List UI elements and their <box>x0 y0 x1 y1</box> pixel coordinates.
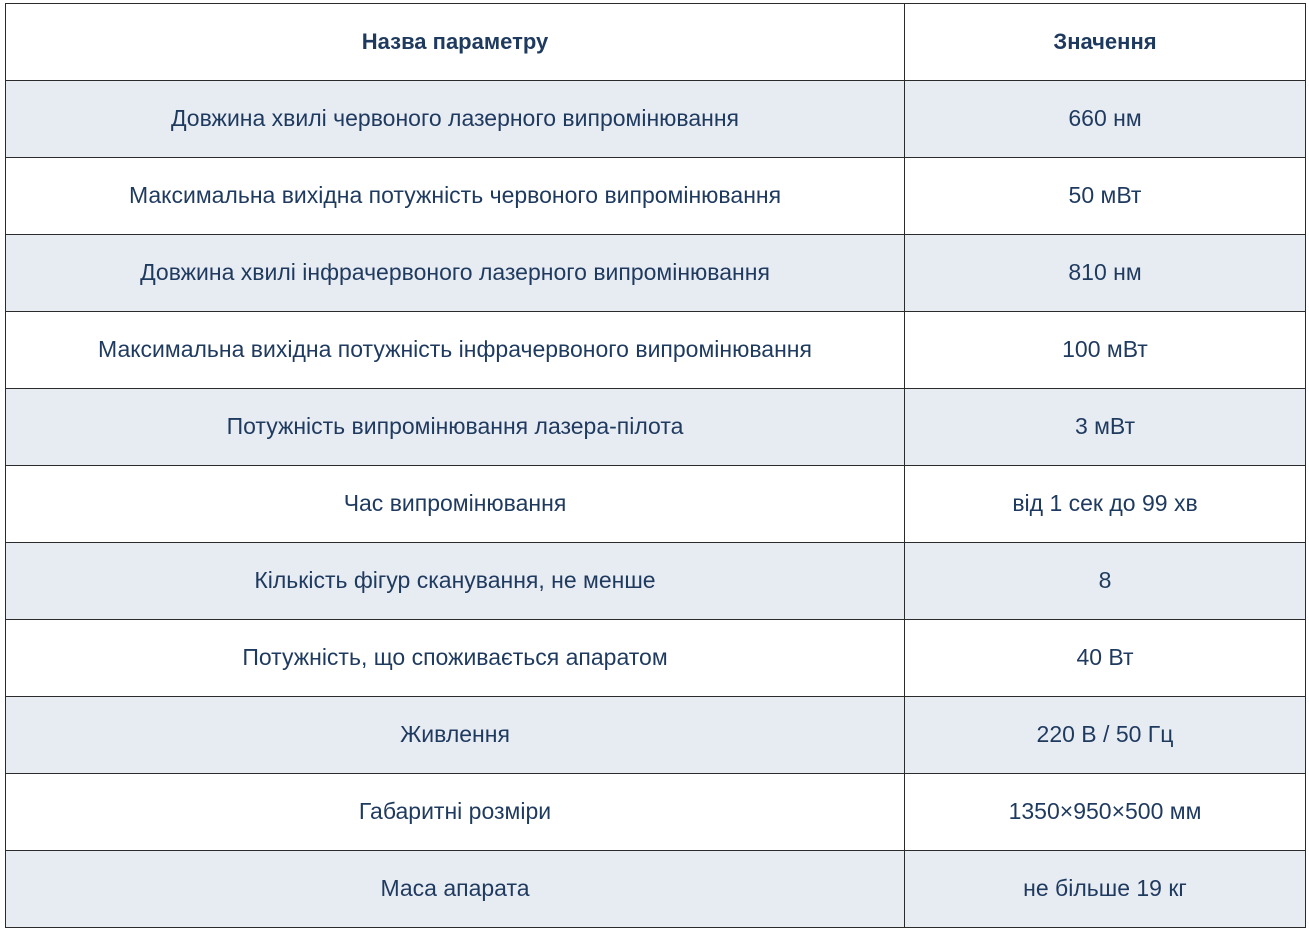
parameter-value: 8 <box>905 543 1306 620</box>
parameter-value: 50 мВт <box>905 158 1306 235</box>
parameter-name: Час випромінювання <box>6 466 905 543</box>
parameter-value: 3 мВт <box>905 389 1306 466</box>
table-row <box>6 312 1306 389</box>
parameter-name: Габаритні розміри <box>6 774 905 851</box>
parameter-name: Потужність випромінювання лазера-пілота <box>6 389 905 466</box>
parameter-value: 660 нм <box>905 81 1306 158</box>
parameter-name: Маса апарата <box>6 851 905 928</box>
table-row <box>6 697 1306 774</box>
parameter-value: 810 нм <box>905 235 1306 312</box>
parameter-name: Кількість фігур сканування, не менше <box>6 543 905 620</box>
specifications-table <box>5 3 1306 928</box>
table-row <box>6 389 1306 466</box>
table-row <box>6 774 1306 851</box>
table-row <box>6 158 1306 235</box>
parameter-value: 1350×950×500 мм <box>905 774 1306 851</box>
parameter-value: 100 мВт <box>905 312 1306 389</box>
table-header-row <box>6 4 1306 81</box>
table-row <box>6 543 1306 620</box>
parameter-value: 40 Вт <box>905 620 1306 697</box>
table-row <box>6 81 1306 158</box>
parameter-name: Довжина хвилі червоного лазерного випромінювання <box>6 81 905 158</box>
parameter-name: Потужність, що споживається апаратом <box>6 620 905 697</box>
parameter-value: не більше 19 кг <box>905 851 1306 928</box>
parameter-name: Максимальна вихідна потужність інфрачервоного випромінювання <box>6 312 905 389</box>
table-row <box>6 620 1306 697</box>
parameter-name: Максимальна вихідна потужність червоного випромінювання <box>6 158 905 235</box>
column-header-value: Значення <box>905 4 1306 81</box>
table-row <box>6 851 1306 928</box>
parameter-value: 220 В / 50 Гц <box>905 697 1306 774</box>
column-header-name: Назва параметру <box>6 4 905 81</box>
parameter-name: Довжина хвилі інфрачервоного лазерного випромінювання <box>6 235 905 312</box>
parameter-value: від 1 сек до 99 хв <box>905 466 1306 543</box>
parameter-name: Живлення <box>6 697 905 774</box>
table-row <box>6 466 1306 543</box>
table-row <box>6 235 1306 312</box>
